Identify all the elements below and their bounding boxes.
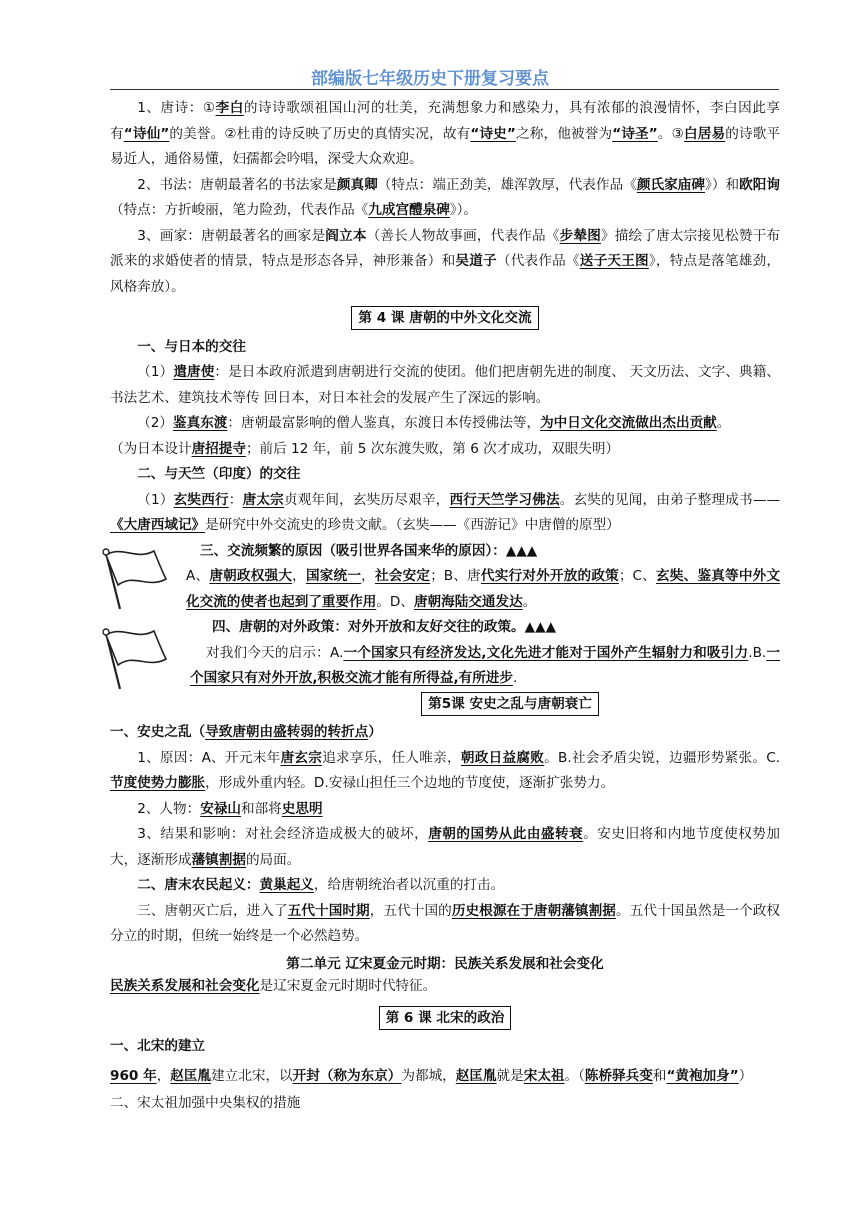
anshi-results: 3、结果和影响：对社会经济造成极大的破坏，唐朝的国势从此由盛转衰。安史旧将和内地节度使权势加大，逐渐形成藩镇割据的局面。 bbox=[110, 826, 780, 868]
document-body bbox=[110, 96, 780, 1117]
lesson4-heading-india: 二、与天竺（印度）的交往 bbox=[137, 466, 301, 482]
reasons-paragraph: A、唐朝政权强大，国家统一，社会安定；B、唐代实行对外开放的政策；C、玄奘、鉴真等中外文化交流的使者也起到了重要作用。D、唐朝海陆交通发达。 bbox=[186, 568, 781, 610]
song-measures-heading: 二、宋太祖加强中央集权的措施 bbox=[110, 1095, 301, 1111]
jianzhen-paragraph: （2）鉴真东渡：唐朝最富影响的僧人鉴真，东渡日本传授佛法等，为中日文化交流做出杰出贡献。 bbox=[137, 415, 731, 431]
flag-icon bbox=[92, 623, 178, 693]
lesson6-title: 第 6 课 北宋的政治 bbox=[110, 1006, 780, 1032]
lesson4-title: 第 4 课 唐朝的中外文化交流 bbox=[110, 306, 780, 332]
header-rule bbox=[110, 89, 779, 90]
policy-block bbox=[110, 615, 780, 692]
calligraphy-paragraph: 2、书法：唐朝最著名的书法家是颜真卿（特点：端正劲美，雄浑敦厚，代表作品《颜氏家庙碑》）和欧阳询（特点：方折峻丽，笔力险劲，代表作品《九成宫醴泉碑》）。 bbox=[110, 176, 781, 218]
anshi-causes: 1、原因：A、开元末年唐玄宗追求享乐，任人唯亲，朝政日益腐败。B.社会矛盾尖锐，边疆形势紧张。C.节度使势力膨胀，形成外重内轻。D.安禄山担任三个边地的节度使，逐渐扩张势力。 bbox=[110, 749, 781, 791]
song-founding-heading: 一、北宋的建立 bbox=[110, 1038, 206, 1054]
painting-paragraph: 3、画家：唐朝最著名的画家是阎立本（善长人物故事画，代表作品《步辇图》描绘了唐太宗接见松赞干布派来的求婚使者的情景，特点是形态各异，神形兼备）和吴道子（代表作品《送子天王图》，特点是落笔雄劲，风格奔放）。 bbox=[110, 227, 781, 295]
song-founding-paragraph: 960 年，赵匡胤建立北宋，以开封（称为东京）为都城，赵匡胤就是宋太祖。（陈桥驿兵变和“黄袍加身”） bbox=[110, 1067, 753, 1084]
reasons-heading: 三、交流频繁的原因（吸引世界各国来华的原因）：▲▲▲ bbox=[200, 542, 538, 559]
page-header-title: 部编版七年级历史下册复习要点 bbox=[311, 69, 549, 89]
flag-icon bbox=[92, 543, 178, 613]
unit2-title: 第二单元 辽宋夏金元时期：民族关系发展和社会变化 bbox=[286, 955, 604, 972]
five-dynasties-paragraph: 三、唐朝灭亡后，进入了五代十国时期，五代十国的历史根源在于唐朝藩镇割据。五代十国虽然是一个政权分立的时期，但统一始终是一个必然趋势。 bbox=[110, 902, 781, 944]
huangchao-paragraph: 二、唐末农民起义：黄巢起义，给唐朝统治者以沉重的打击。 bbox=[137, 877, 505, 893]
xuanzang-paragraph: （1）玄奘西行：唐太宗贞观年间，玄奘历尽艰辛，西行天竺学习佛法。玄奘的见闻，由弟子整理成书——《大唐西域记》是研究中外交流史的珍贵文献。（玄奘——《西游记》中唐僧的原型） bbox=[110, 491, 781, 533]
policy-lesson: 对我们今天的启示：A.一个国家只有经济发达,文化先进才能对于国外产生辐射力和吸引力.B.一个国家只有对外开放,积极交流才能有所得益,有所进步. bbox=[190, 644, 781, 686]
lesson5-title: 第5课 安史之乱与唐朝衰亡 bbox=[110, 692, 780, 718]
reasons-block bbox=[110, 539, 780, 616]
anshi-people: 2、人物：安禄山和部将史思明 bbox=[137, 800, 323, 817]
envoys-paragraph: （1）遣唐使：是日本政府派遣到唐朝进行交流的使团。他们把唐朝先进的制度、 天文历法、文字、典籍、书法艺术、建筑技术等传 回日本，对日本社会的发展产生了深远的影响。 bbox=[110, 364, 780, 406]
policy-heading: 四、唐朝的对外政策：对外开放和友好交往的政策。▲▲▲ bbox=[212, 619, 557, 635]
anshi-heading: 一、安史之乱（导致唐朝由盛转弱的转折点） bbox=[110, 724, 382, 740]
unit2-feature: 民族关系发展和社会变化是辽宋夏金元时期时代特征。 bbox=[110, 978, 437, 994]
lesson4-heading-japan: 一、与日本的交往 bbox=[137, 338, 246, 355]
jianzhen-note: （为日本设计唐招提寺；前后 12 年，前 5 次东渡失败，第 6 次才成功，双眼失明） bbox=[110, 440, 620, 457]
tang-poetry-paragraph: 1、唐诗：①李白的诗诗歌颂祖国山河的壮美，充满想象力和感染力，具有浓郁的浪漫情怀，李白因此享有“诗仙”的美誉。②杜甫的诗反映了历史的真情实况，故有“诗史”之称，他被誉为“诗圣”。③白居易的诗歌平易近人，通俗易懂，妇孺都会吟唱，深受大众欢迎。 bbox=[110, 100, 781, 167]
